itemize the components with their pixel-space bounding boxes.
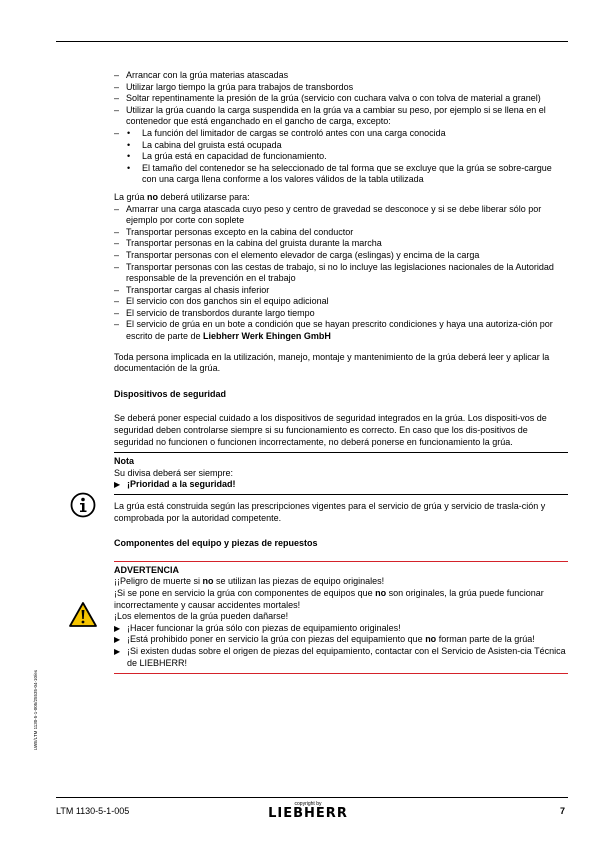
- list-item: – El servicio de grúa en un bote a condición que se hayan prescrito condiciones y haya una autoriza-ción por escrito de parte de Liebherr Werk Ehingen GmbH: [114, 319, 568, 342]
- info-icon: [70, 492, 96, 518]
- footer-doc-id: LTM 1130-5-1-005: [56, 806, 130, 816]
- list-item: – Transportar personas en la cabina del gruista durante la marcha: [114, 238, 568, 250]
- note-instruction: ▶ ¡Prioridad a la seguridad!: [114, 479, 236, 490]
- warning-text: ¡Si se pone en servicio la grúa con componentes de equipos que no son originales, la grúa puede funcionar incorrectamente y causar accidentes mortales!: [114, 587, 544, 610]
- warning-title: ADVERTENCIA: [114, 564, 180, 575]
- warning-text: ¡¡Peligro de muerte si no se utilizan las piezas de equipo originales!: [114, 576, 385, 587]
- parts-heading: Componentes del equipo y piezas de repuestos: [114, 538, 318, 549]
- copyright-text: copyright by: [294, 801, 322, 807]
- note-box: [114, 452, 568, 495]
- safety-devices-heading: Dispositivos de seguridad: [114, 388, 227, 399]
- prohibited-uses-intro: La grúa no deberá utilizarse para:: [114, 191, 250, 202]
- header-rule: [56, 41, 568, 42]
- list-item: La grúa está en capacidad de funcionamiento. •: [114, 151, 568, 163]
- liebherr-logo: LIEBHERR: [268, 806, 348, 821]
- arrow-right-icon: ▶: [114, 480, 121, 490]
- list-item: – El servicio con dos ganchos sin el equipo adicional: [114, 296, 568, 308]
- list-item: – La función del limitador de cargas se controló antes con una carga conocida •: [114, 128, 568, 140]
- arrow-right-icon: ▶: [114, 623, 121, 633]
- operators-paragraph: Toda persona implicada en la utilización, manejo, montaje y mantenimiento de la grúa deberá leer y aplicar la documentación de la grúa.: [114, 351, 550, 374]
- note-title: Nota: [114, 456, 134, 467]
- warning-instruction: ▶ ¡Está prohibido poner en servicio la grúa con piezas del equipamiento que no forman parte de la grúa!: [114, 634, 535, 645]
- warning-instruction: ▶ ¡Hacer funcionar la grúa sólo con piezas de equipamiento originales!: [114, 622, 401, 633]
- warning-instruction: ▶ ¡Si existen dudas sobre el origen de piezas del equipamiento, contactar con el Servicio de Asisten-cia Técnica de LIEBHERR!: [114, 645, 566, 668]
- list-item: – Soltar repentinamente la presión de la grúa (servicio con cuchara valva o con tolva de material a granel): [114, 93, 568, 105]
- construction-paragraph: La grúa está construida según las prescripciones vigentes para el servicio de grúa y servicio de trasla-ción y comprobada por la autoridad competente.: [114, 501, 546, 523]
- exceptions-list: [114, 128, 568, 186]
- note-text: Su divisa deberá ser siempre:: [114, 467, 234, 478]
- list-item: – El servicio de transbordos durante largo tiempo: [114, 308, 568, 320]
- footer-rule: [56, 797, 568, 798]
- list-item: – Utilizar largo tiempo la grúa para trabajos de transbordos: [114, 82, 568, 94]
- warning-triangle-icon: [68, 601, 98, 628]
- list-item: – Amarrar una carga atascada cuyo peso y centro de gravedad se desconoce y si se debe liberar sólo por ejemplo por corte con soplete: [114, 204, 568, 227]
- arrow-right-icon: ▶: [114, 646, 121, 656]
- list-item: – Transportar personas excepto en la cabina del conductor: [114, 227, 568, 239]
- list-item: La cabina del gruista está ocupada •: [114, 140, 568, 152]
- prohibited-operations-list: [114, 70, 568, 128]
- arrow-right-icon: ▶: [114, 635, 121, 645]
- list-item: – Utilizar la grúa cuando la carga suspendida en la grúa va a cambiar su peso, por ejemplo si se llena en el contenedor que está enganchado en el gancho de carga, excepto:: [114, 105, 568, 128]
- prohibited-uses-list: [114, 204, 568, 343]
- list-item: – Transportar personas con las cestas de trabajo, si no lo incluye las legislaciones nacionales de la Autoridad responsable de la prevención en el trabajo: [114, 262, 568, 285]
- footer-logo: [258, 801, 358, 821]
- list-item: – Arrancar con la grúa materias atascadas: [114, 70, 568, 82]
- list-item: – Transportar cargas al chasis inferior: [114, 285, 568, 297]
- document-code: LWE/LTM 1130-5-1-005/25535-04-10/es: [33, 669, 38, 750]
- page-number: 7: [560, 806, 566, 816]
- warning-text: ¡Los elementos de la grúa pueden dañarse!: [114, 611, 289, 622]
- warning-box: [114, 561, 568, 674]
- list-item: El tamaño del contenedor se ha seleccionado de tal forma que se excluye que la grúa se sobre-cargue con una carga llena conforme a los valores válidos de la tabla utilizada •: [114, 163, 568, 186]
- safety-devices-paragraph: Se deberá poner especial cuidado a los dispositivos de seguridad integrados en la grúa. Los dispositi-vos de seguridad deben controlarse siempre si su funcionamiento es correcto. En caso que los dis-positivos de seguridad no funcionen o funcionen incorrectamente, no deberá ponerse en funcionamiento la grúa.: [114, 413, 547, 447]
- page-content: [114, 70, 568, 674]
- list-item: – Transportar personas con el elemento elevador de carga (eslingas) y encima de la carga: [114, 250, 568, 262]
